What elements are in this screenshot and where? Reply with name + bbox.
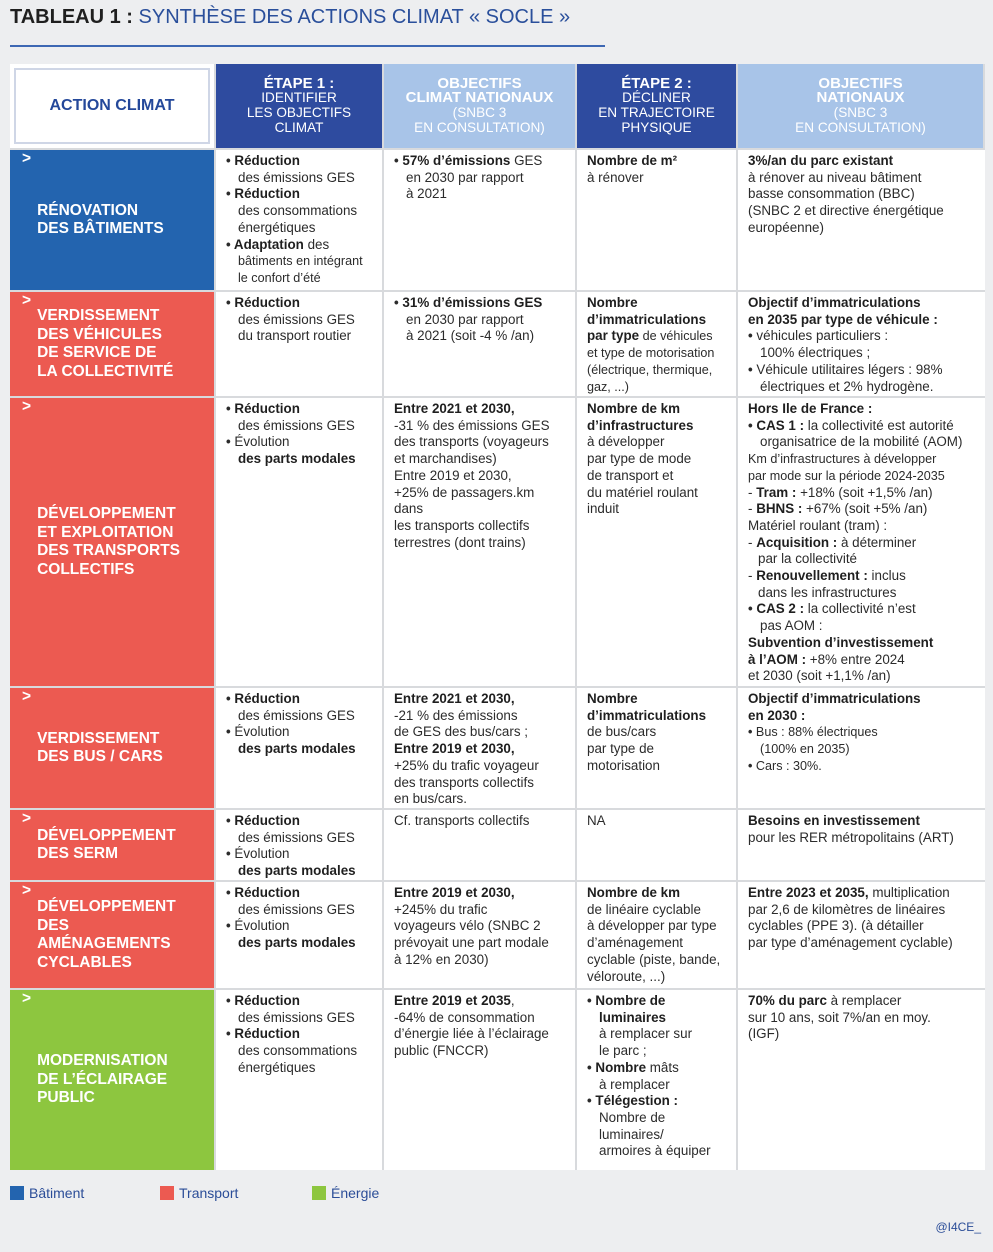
action-label: VERDISSEMENT [37, 729, 160, 747]
action-label: AMÉNAGEMENTS [37, 935, 171, 952]
etape2-cell [577, 990, 738, 1170]
action-label: DES BUS / CARS [37, 748, 163, 765]
cell-text: terrestres (dont trains) [394, 534, 526, 550]
arrow-marker: > [22, 688, 32, 705]
cell-text: voyageurs vélo (SNBC 2 [394, 918, 541, 934]
cell-text: de bus/cars [587, 724, 657, 740]
cell-bold: d’infrastructures [587, 417, 694, 433]
cell-text: Nombre de [599, 1109, 666, 1125]
objectifs-climat-cell [384, 398, 577, 688]
cell-bold: Nombre de km [587, 401, 681, 416]
action-label: DE L’ÉCLAIRAGE [37, 1070, 168, 1088]
cell-text: du matériel roulant [587, 484, 698, 500]
cell-text: • Évolution [226, 846, 374, 863]
objective-bold: Réduction [234, 691, 300, 706]
cell-bold: Subvention d’investissement [748, 634, 934, 650]
cell-text: inclus [867, 568, 906, 584]
cell-bold: BHNS : [756, 501, 803, 517]
cell-text: de linéaire cyclable [587, 901, 701, 917]
header-objectifs-nationaux [738, 64, 985, 150]
cell-text: • véhicules particuliers : [748, 328, 977, 345]
cell-text: luminaires/ [599, 1126, 664, 1142]
cell-text: des émissions GES [238, 901, 355, 917]
legend-transport [160, 1185, 238, 1201]
cell-text: mâts [646, 1059, 679, 1075]
cell-text: +18% (soit +1,5% /an) [796, 484, 933, 500]
cell-text: à rénover [587, 169, 644, 185]
cell-bold: Besoins en investissement [748, 813, 920, 828]
title-divider [10, 45, 605, 47]
cell-text: par type de mode [587, 451, 692, 467]
cell-text: en 2030 par rapport [406, 311, 524, 327]
cell-bold: d’immatriculations [587, 311, 707, 327]
cell-text: à déterminer [837, 534, 917, 550]
actions-table [10, 64, 985, 1170]
header-action-climat [10, 64, 216, 150]
objective-bold: Réduction [234, 186, 300, 202]
cell-text: par la collectivité [758, 551, 857, 567]
arrow-marker: > [22, 398, 32, 415]
title-text: SYNTHÈSE DES ACTIONS CLIMAT « SOCLE » [132, 6, 571, 28]
cell-bold: Entre 2019 et 2030, [394, 741, 515, 757]
page-title [10, 6, 570, 29]
cell-bold: Nombre [587, 295, 638, 310]
cell-text: +25% de passagers.km [394, 484, 535, 500]
cell-text: • Cars : 30%. [748, 758, 977, 775]
action-developpement-serm [10, 810, 216, 882]
legend-swatch [312, 1186, 326, 1200]
action-label: DÉVELOPPEMENT [37, 505, 176, 522]
cell-text: à 2021 [406, 186, 447, 202]
objectifs-nationaux-cell: Hors Ile de France : • CAS 1 : la collectivité est autorité organisatrice de la mobilité (AOM) Km d’infrastructures à développer par mode sur la période 2024-2035 - Tram : +18% (soit +1,5% /an) - BHNS : +67% (soit +5% /an) Matériel roulant (tram) : - Acquisition : à déterminer par la collectivité - Renouvellement : inclus dans les infrastructures • CAS 2 : la collectivité n’est pas AOM : Subvention d’investissement à l’AOM : +8% entre 2024 et 2030 (soit +1,1% /an) [738, 398, 985, 688]
objectifs-nationaux-cell [738, 882, 985, 990]
etape1-cell [216, 990, 384, 1170]
action-label: DE SERVICE DE [37, 344, 157, 361]
objectifs-climat-cell [384, 150, 577, 292]
action-label: CYCLABLES [37, 953, 132, 971]
etape2-cell [577, 688, 738, 810]
cell-text: énergétiques [238, 219, 316, 235]
cell-bold: Objectif d’immatriculations [748, 691, 921, 706]
objectifs-nationaux-cell [738, 150, 985, 292]
cell-bold: en 2030 : [748, 707, 806, 723]
cell-text: à remplacer sur [599, 1026, 693, 1042]
objectifs-nationaux-cell [738, 990, 985, 1170]
cell-text: dans [394, 501, 424, 517]
action-verdissement-vehicules [10, 292, 216, 398]
objectifs-climat-cell [384, 990, 577, 1170]
cell-bold: Entre 2021 et 2030, [394, 401, 515, 416]
etape1-cell [216, 398, 384, 688]
action-label: DES [37, 916, 69, 934]
cell-text: organisatrice de la mobilité (AOM) [760, 434, 963, 450]
cell-text: à développer par type [587, 918, 717, 934]
cell-text: électriques et 2% hydrogène. [760, 378, 934, 394]
cell-text: en bus/cars. [394, 791, 467, 807]
cell-text: des transports (voyageurs [394, 434, 549, 450]
legend-swatch [10, 1186, 24, 1200]
cell-text: • Véhicule utilitaires légers : 98% [748, 362, 977, 379]
objectifs-climat-cell [384, 292, 577, 398]
title-prefix: TABLEAU 1 : [10, 6, 133, 28]
cell-text: Entre 2019 et 2030, [394, 467, 512, 483]
cell-text: à 2021 (soit -4 % /an) [406, 328, 535, 344]
cell-text: NA [587, 813, 606, 828]
cell-text: et 2030 (soit +1,1% /an) [748, 668, 891, 684]
cell-text: des émissions GES [238, 1009, 355, 1025]
cell-bold: Entre 2019 et 2035 [394, 993, 511, 1008]
header-line: ÉTAPE 1 : [263, 74, 335, 92]
cell-text: le parc ; [599, 1043, 647, 1059]
cell-text: européenne) [748, 219, 824, 235]
objectifs-climat-cell [384, 810, 577, 882]
legend-swatch [160, 1186, 174, 1200]
table-row [10, 882, 985, 990]
cell-text: à 12% en 2030) [394, 951, 489, 967]
objective-bold: Réduction [234, 1026, 300, 1042]
cell-bold: en 2035 par type de véhicule : [748, 311, 938, 327]
action-renovation-batiments [10, 150, 216, 292]
objective-bold: Réduction [234, 885, 300, 900]
cell-text: • Évolution [226, 918, 374, 935]
action-label: ET EXPLOITATION [37, 523, 174, 541]
action-label: COLLECTIFS [37, 560, 135, 578]
cell-text: dans les infrastructures [758, 584, 897, 600]
cell-text: cyclable (piste, bande, [587, 951, 721, 967]
arrow-marker: > [22, 150, 32, 167]
cell-bold: CAS 2 : [756, 601, 805, 617]
cell-text: • Évolution [226, 724, 374, 741]
etape1-cell [216, 292, 384, 398]
cell-bold: d’immatriculations [587, 707, 707, 723]
action-label: RÉNOVATION [37, 201, 139, 219]
cell-text: prévoyait une part modale [394, 935, 549, 951]
objective-bold: Réduction [234, 401, 300, 416]
action-label: LA COLLECTIVITÉ [37, 362, 174, 380]
etape2-cell [577, 150, 738, 292]
cell-text: • Évolution [226, 434, 374, 451]
arrow-marker: > [22, 292, 32, 309]
cell-text: à développer [587, 434, 665, 450]
action-verdissement-bus [10, 688, 216, 810]
header-line: (SNBC 3 [833, 105, 888, 120]
cell-text: (IGF) [748, 1026, 780, 1042]
cell-text: des émissions GES [238, 829, 355, 845]
objectifs-nationaux-cell [738, 810, 985, 882]
cell-bold: des parts modales [238, 741, 356, 757]
cell-bold: Tram : [756, 484, 797, 500]
cell-bold: Objectif d’immatriculations [748, 295, 921, 310]
objectifs-nationaux-cell [738, 688, 985, 810]
cell-text: d’énergie liée à l’éclairage [394, 1026, 549, 1042]
legend-energie [312, 1185, 379, 1201]
cell-text: des émissions GES [238, 169, 355, 185]
cell-text: 100% électriques ; [760, 345, 871, 361]
action-label: DES TRANSPORTS [37, 542, 181, 559]
objectifs-climat-cell [384, 882, 577, 990]
cell-text: par type d’aménagement cyclable) [748, 935, 953, 951]
legend-label: Transport [179, 1185, 239, 1201]
cell-text: (électrique, thermique, [587, 362, 713, 377]
cell-text: (100% en 2035) [760, 742, 850, 757]
cell-bold: Nombre [595, 1059, 647, 1075]
header-line: DÉCLINER [622, 90, 691, 106]
cell-text: d’aménagement [587, 935, 684, 951]
cell-bold: Acquisition : [756, 534, 838, 550]
cell-text: induit [587, 501, 620, 517]
cell-text: gaz, ...) [587, 379, 629, 394]
header-line: IDENTIFIER [261, 90, 337, 106]
cell-text: Matériel roulant (tram) : [748, 517, 888, 533]
cell-text: -64% de consommation [394, 1009, 535, 1025]
legend-batiment [10, 1185, 84, 1201]
objective-bold: Réduction [234, 813, 300, 828]
cell-bold: 70% du parc [748, 993, 827, 1008]
cell-text: GES [510, 153, 543, 168]
cell-text: • Bus : 88% électriques [748, 724, 977, 741]
arrow-marker: > [22, 990, 32, 1007]
header-line: EN CONSULTATION) [414, 119, 545, 135]
cell-text: public (FNCCR) [394, 1043, 489, 1059]
cell-text: cyclables (PPE 3). (à détailler [748, 918, 924, 934]
cell-bold: 31% d’émissions GES [402, 295, 543, 310]
cell-bold: Entre 2023 et 2035, [748, 885, 869, 900]
table-row [10, 688, 985, 810]
cell-text: en 2030 par rapport [406, 169, 524, 185]
cell-text: par 2,6 de kilomètres de linéaires [748, 901, 946, 917]
cell-text: basse consommation (BBC) [748, 186, 915, 202]
cell-text: des émissions GES [238, 417, 355, 433]
arrow-marker: > [22, 810, 32, 827]
action-eclairage-public [10, 990, 216, 1170]
etape2-cell [577, 810, 738, 882]
header-line: CLIMAT NATIONAUX [405, 89, 554, 107]
action-transports-collectifs [10, 398, 216, 688]
action-label: MODERNISATION [37, 1052, 168, 1070]
cell-text: de GES des bus/cars ; [394, 724, 528, 740]
cell-bold: 57% d’émissions [402, 153, 511, 168]
action-label: DES VÉHICULES [37, 325, 162, 343]
cell-text: Cf. transports collectifs [394, 813, 530, 828]
cell-bold: des parts modales [238, 863, 356, 879]
etape2-cell [577, 882, 738, 990]
cell-bold: Nombre de m² [587, 153, 678, 168]
cell-text: Km d’infrastructures à développer [748, 452, 937, 467]
etape1-cell [216, 150, 384, 292]
objectifs-climat-cell [384, 688, 577, 810]
cell-bold: à l’AOM : [748, 651, 807, 667]
cell-bold: Entre 2019 et 2030, [394, 885, 515, 900]
cell-bold: Entre 2021 et 2030, [394, 691, 515, 706]
action-label: PUBLIC [37, 1089, 95, 1107]
cell-bold: par type [587, 328, 640, 344]
objective-bold: Réduction [234, 153, 300, 168]
cell-text: et type de motorisation [587, 346, 715, 361]
header-line: OBJECTIFS [818, 74, 903, 92]
header-line: (SNBC 3 [452, 105, 507, 120]
cell-text: des émissions GES [238, 311, 355, 327]
action-label: DÉVELOPPEMENT [37, 826, 176, 844]
cell-text: les transports collectifs [394, 517, 530, 533]
cell-text: à rénover au niveau bâtiment [748, 169, 922, 185]
header-line: ÉTAPE 2 : [621, 74, 692, 92]
cell-text: des [303, 236, 330, 252]
cell-text: +8% entre 2024 [806, 651, 905, 667]
table-row [10, 150, 985, 292]
cell-bold: Hors Ile de France : [748, 401, 873, 416]
table-header [10, 64, 985, 150]
table-row [10, 990, 985, 1170]
cell-bold: 3%/an du parc existant [748, 153, 894, 168]
header-etape-2 [577, 64, 738, 150]
cell-text: multiplication [868, 885, 950, 900]
header-line: NATIONAUX [816, 89, 905, 107]
cell-bold: Nombre de km [587, 885, 681, 900]
header-objectifs-climat [384, 64, 577, 150]
arrow-marker: > [22, 882, 32, 899]
action-label: DES BÂTIMENTS [37, 220, 164, 237]
cell-text: de véhicules [639, 329, 713, 344]
cell-bold: Nombre de [595, 993, 666, 1008]
cell-text: des transports collectifs [394, 774, 534, 790]
cell-text: des consommations [238, 1043, 358, 1059]
cell-text: +25% du trafic voyageur [394, 757, 539, 773]
etape2-cell [577, 398, 738, 688]
objective-bold: Adaptation [233, 236, 304, 252]
etape1-cell [216, 810, 384, 882]
cell-text: +67% (soit +5% /an) [802, 501, 928, 517]
header-line: OBJECTIFS [437, 74, 522, 92]
cell-text: pour les RER métropolitains (ART) [748, 829, 954, 845]
table-row [10, 810, 985, 882]
cell-text: la collectivité n’est [804, 601, 916, 617]
cell-text: pas AOM : [760, 618, 823, 634]
header-line: LES OBJECTIFS [246, 105, 352, 120]
source-credit: @I4CE_ [935, 1220, 981, 1234]
objective-bold: Réduction [234, 295, 300, 310]
cell-bold: Télégestion : [595, 1093, 679, 1109]
cell-text: , [510, 993, 515, 1008]
cell-text: véloroute, ...) [587, 968, 666, 984]
cell-text: à remplacer [826, 993, 902, 1008]
cell-bold: Renouvellement : [756, 568, 868, 584]
table-row [10, 398, 985, 688]
header-action-climat-label: ACTION CLIMAT [14, 68, 210, 144]
cell-bold: Nombre [587, 691, 638, 706]
etape1-cell [216, 688, 384, 810]
legend-label: Bâtiment [29, 1185, 85, 1201]
header-line: EN CONSULTATION) [795, 119, 926, 135]
cell-text: de transport et [587, 467, 674, 483]
cell-text: (SNBC 2 et directive énergétique [748, 203, 944, 219]
cell-text: +245% du trafic [394, 901, 488, 917]
header-line: PHYSIQUE [621, 119, 692, 135]
action-label: VERDISSEMENT [37, 307, 160, 324]
cell-text: motorisation [587, 757, 660, 773]
objectifs-nationaux-cell [738, 292, 985, 398]
legend-label: Énergie [331, 1185, 380, 1201]
action-amenagements-cyclables [10, 882, 216, 990]
cell-text: -31 % des émissions GES [394, 417, 550, 433]
objective-bold: Réduction [234, 993, 300, 1008]
cell-text: par mode sur la période 2024-2035 [748, 468, 945, 483]
cell-bold: CAS 1 : [756, 417, 805, 433]
action-label: DÉVELOPPEMENT [37, 898, 176, 915]
cell-bold: des parts modales [238, 451, 356, 467]
header-line: EN TRAJECTOIRE [598, 105, 715, 120]
table-row [10, 292, 985, 398]
etape2-cell [577, 292, 738, 398]
cell-text: par type de [587, 741, 654, 757]
cell-bold: des parts modales [238, 935, 356, 951]
cell-text: le confort d’été [238, 270, 321, 285]
cell-text: énergétiques [238, 1059, 316, 1075]
header-line: CLIMAT [274, 119, 324, 135]
cell-text: armoires à équiper [599, 1143, 711, 1159]
cell-text: la collectivité est autorité [804, 417, 954, 433]
cell-text: sur 10 ans, soit 7%/an en moy. [748, 1009, 931, 1025]
cell-text: à remplacer [599, 1076, 670, 1092]
cell-text: des émissions GES [238, 707, 355, 723]
header-etape-1 [216, 64, 384, 150]
action-label: DES SERM [37, 845, 119, 862]
cell-text: -21 % des émissions [394, 707, 518, 723]
cell-bold: luminaires [599, 1009, 666, 1025]
cell-text: bâtiments en intégrant [238, 254, 363, 269]
cell-text: du transport routier [238, 328, 352, 344]
cell-text: des consommations [238, 203, 358, 219]
cell-text: et marchandises) [394, 451, 497, 467]
etape1-cell [216, 882, 384, 990]
